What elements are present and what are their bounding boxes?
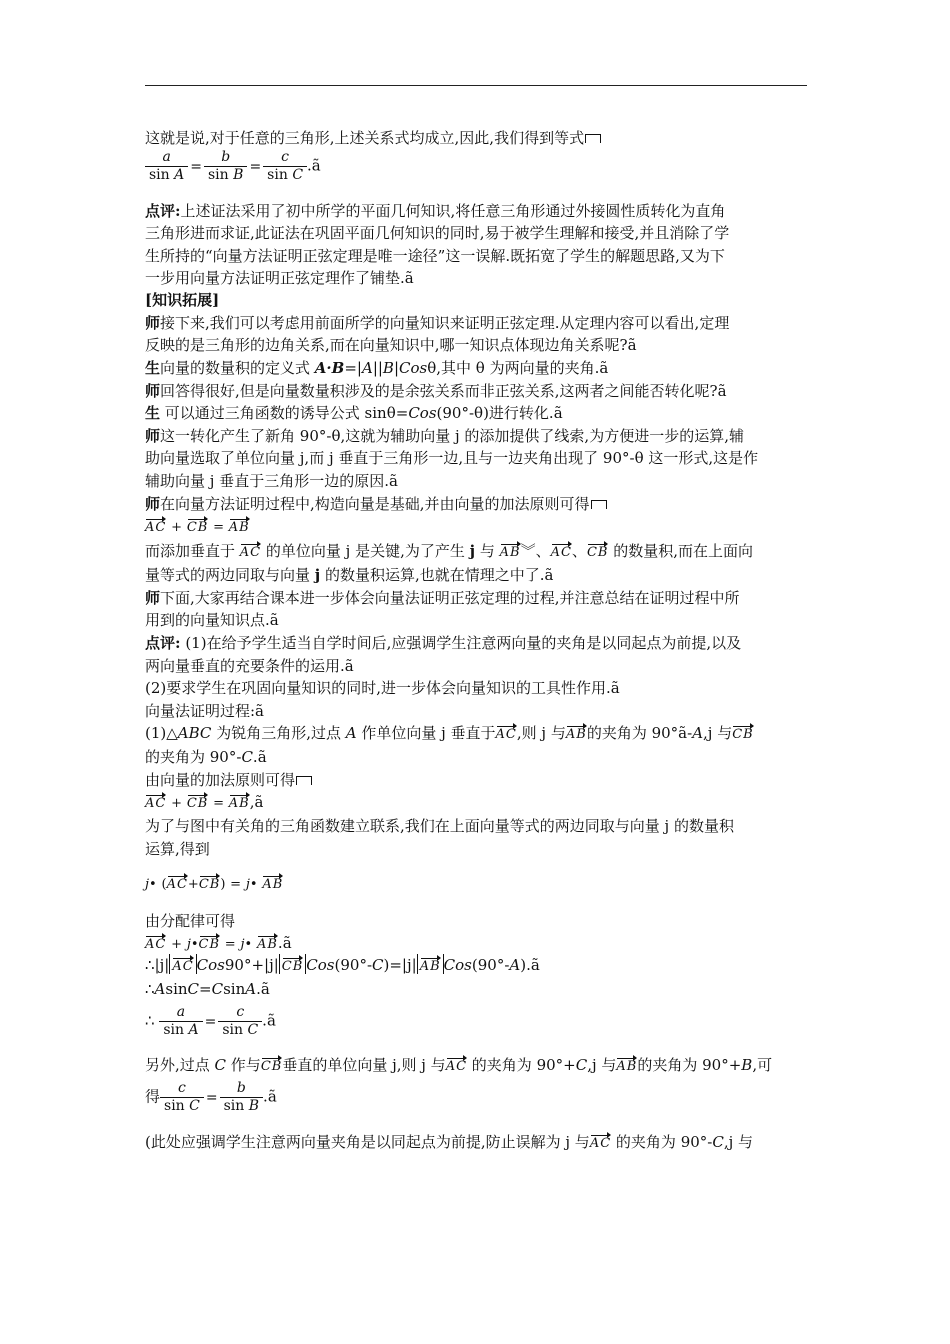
text-line: 用到的向量知识点.ã (145, 611, 279, 629)
distributive-equation: AC + j•CB = j• AB.ã (145, 934, 292, 952)
text-line: 两向量垂直的充要条件的运用.ã (145, 657, 354, 675)
header-rule (145, 85, 807, 86)
text-line: 师这一转化产生了新角 90°-θ,这就为辅助向量 j 的添加提供了线索,为方便进一步的运算,辅 (145, 427, 744, 445)
text-line: 向量法证明过程:ã (145, 702, 264, 720)
text-line: 辅助向量 j 垂直于三角形一边的原因.ã (145, 472, 398, 490)
ratio-formula-ac: ∴ $\frac{a}{\text{sin A}}$ = $\frac{c}{\text{sin C}}$ .ã (145, 1004, 276, 1038)
text-line: 生向量的数量积的定义式 A·B=|A||B|Cosθ,其中 θ 为两向量的夹角.ã (145, 359, 609, 377)
section-heading: [知识拓展] (145, 291, 220, 309)
fraction-c-sinC: $\frac{c}{\text{sin C}}$ (160, 1080, 204, 1115)
text-line: 运算,得到 (145, 840, 210, 858)
text-line: 点评: (1)在给予学生适当自学时间后,应强调学生注意两向量的夹角是以同起点为前提,以及 (145, 634, 742, 652)
fraction-c-sinC: $\frac{c}{\text{sin C}}$ (263, 149, 307, 184)
text-line: 由向量的加法原则可得 (145, 769, 810, 791)
text-line: 为了与图中有关角的三角函数建立联系,我们在上面向量等式的两边同取与向量 j 的数量积 (145, 817, 734, 835)
text-line: 三角形进而求证,此证法在巩固平面几何知识的同时,易于被学生理解和接受,并且消除了学 (145, 224, 730, 242)
text-line: 的夹角为 90°-C.ã (145, 748, 267, 766)
text-line: ∴|j| AC Cos90°+|j| CB Cos(90°-C)=|j| AB Cos(90°-A).ã (145, 956, 540, 974)
page-mark-icon (296, 776, 312, 785)
fraction-c-sinC: $\frac{c}{\text{sin C}}$ (218, 1004, 262, 1039)
text-line: 另外,过点 C 作与CB垂直的单位向量 j,则 j 与AC 的夹角为 90°+C,j 与AB的夹角为 90°+B,可 (145, 1056, 773, 1074)
fraction-a-sinA: $\frac{a}{\text{sin A}}$ (159, 1004, 202, 1039)
text-line: 一步用向量方法证明正弦定理作了铺垫.ã (145, 269, 414, 287)
text-line: (1)△ABC 为锐角三角形,过点 A 作单位向量 j 垂直于AC,则 j 与AB的夹角为 90°ã-A,j 与CB (145, 724, 754, 742)
text-line: 师回答得很好,但是向量数量积涉及的是余弦关系而非正弦关系,这两者之间能否转化呢?ã (145, 382, 727, 400)
fraction-a-sinA: $\frac{a}{\text{sin A}}$ (145, 149, 188, 184)
text-line: 由分配律可得 (145, 912, 236, 930)
vector-equation: AC + CB = AB (145, 515, 810, 539)
fraction-b-sinB: $\frac{b}{\text{sin B}}$ (204, 149, 247, 184)
text-line: 生 可以通过三角函数的诱导公式 sinθ=Cos(90°-θ)进行转化.ã (145, 404, 563, 422)
text-line: 师在向量方法证明过程中,构造向量是基础,并由向量的加法原则可得 (145, 493, 810, 515)
text-line: 点评:上述证法采用了初中所学的平面几何知识,将任意三角形通过外接圆性质转化为直角 (145, 202, 726, 220)
dot-product-equation: j• (AC+CB) = j• AB (145, 872, 810, 896)
text-line: 助向量选取了单位向量 j,而 j 垂直于三角形一边,且与一边夹角出现了 90°-θ 这一形式,这是作 (145, 449, 759, 467)
text-line: (此处应强调学生注意两向量夹角是以同起点为前提,防止误解为 j 与AC 的夹角为 90°-C,j 与 (145, 1133, 754, 1151)
fraction-b-sinB: $\frac{b}{\text{sin B}}$ (220, 1080, 263, 1115)
text-line: ∴AsinC=CsinA.ã (145, 980, 270, 998)
text-line: 反映的是三角形的边角关系,而在向量知识中,哪一知识点体现边角关系呢?ã (145, 336, 637, 354)
text-line: 师接下来,我们可以考虑用前面所学的向量知识来证明正弦定理.从定理内容可以看出,定理 (145, 314, 730, 332)
page-mark-icon (591, 500, 607, 509)
text-line: 量等式的两边同取与向量 j 的数量积运算,也就在情理之中了.ã (145, 566, 554, 584)
text-line: 而添加垂直于 AC 的单位向量 j 是关键,为了产生 j 与 AB︾、AC、CB 的数量积,而在上面向 (145, 542, 753, 560)
ratio-formula-cb: 得 $\frac{c}{\text{sin C}}$ = $\frac{b}{\text{sin B}}$ .ã (145, 1080, 277, 1114)
page-mark-icon (585, 134, 601, 143)
text-line: 这就是说,对于任意的三角形,上述关系式均成立,因此,我们得到等式 (145, 127, 810, 149)
text-line: 师下面,大家再结合课本进一步体会向量法证明正弦定理的过程,并注意总结在证明过程中所 (145, 589, 740, 607)
sine-law-formula: $\frac{a}{\text{sin A}}$ = $\frac{b}{\text{sin B}}$ = $\frac{c}{\text{sin C}}$ .ã (145, 149, 810, 193)
text-line: 生所持的“向量方法证明正弦定理是唯一途径”这一误解.既拓宽了学生的解题思路,又为下 (145, 247, 725, 265)
vector-equation: AC + CB = AB,ã (145, 793, 264, 811)
text-line: (2)要求学生在巩固向量知识的同时,进一步体会向量知识的工具性作用.ã (145, 679, 620, 697)
